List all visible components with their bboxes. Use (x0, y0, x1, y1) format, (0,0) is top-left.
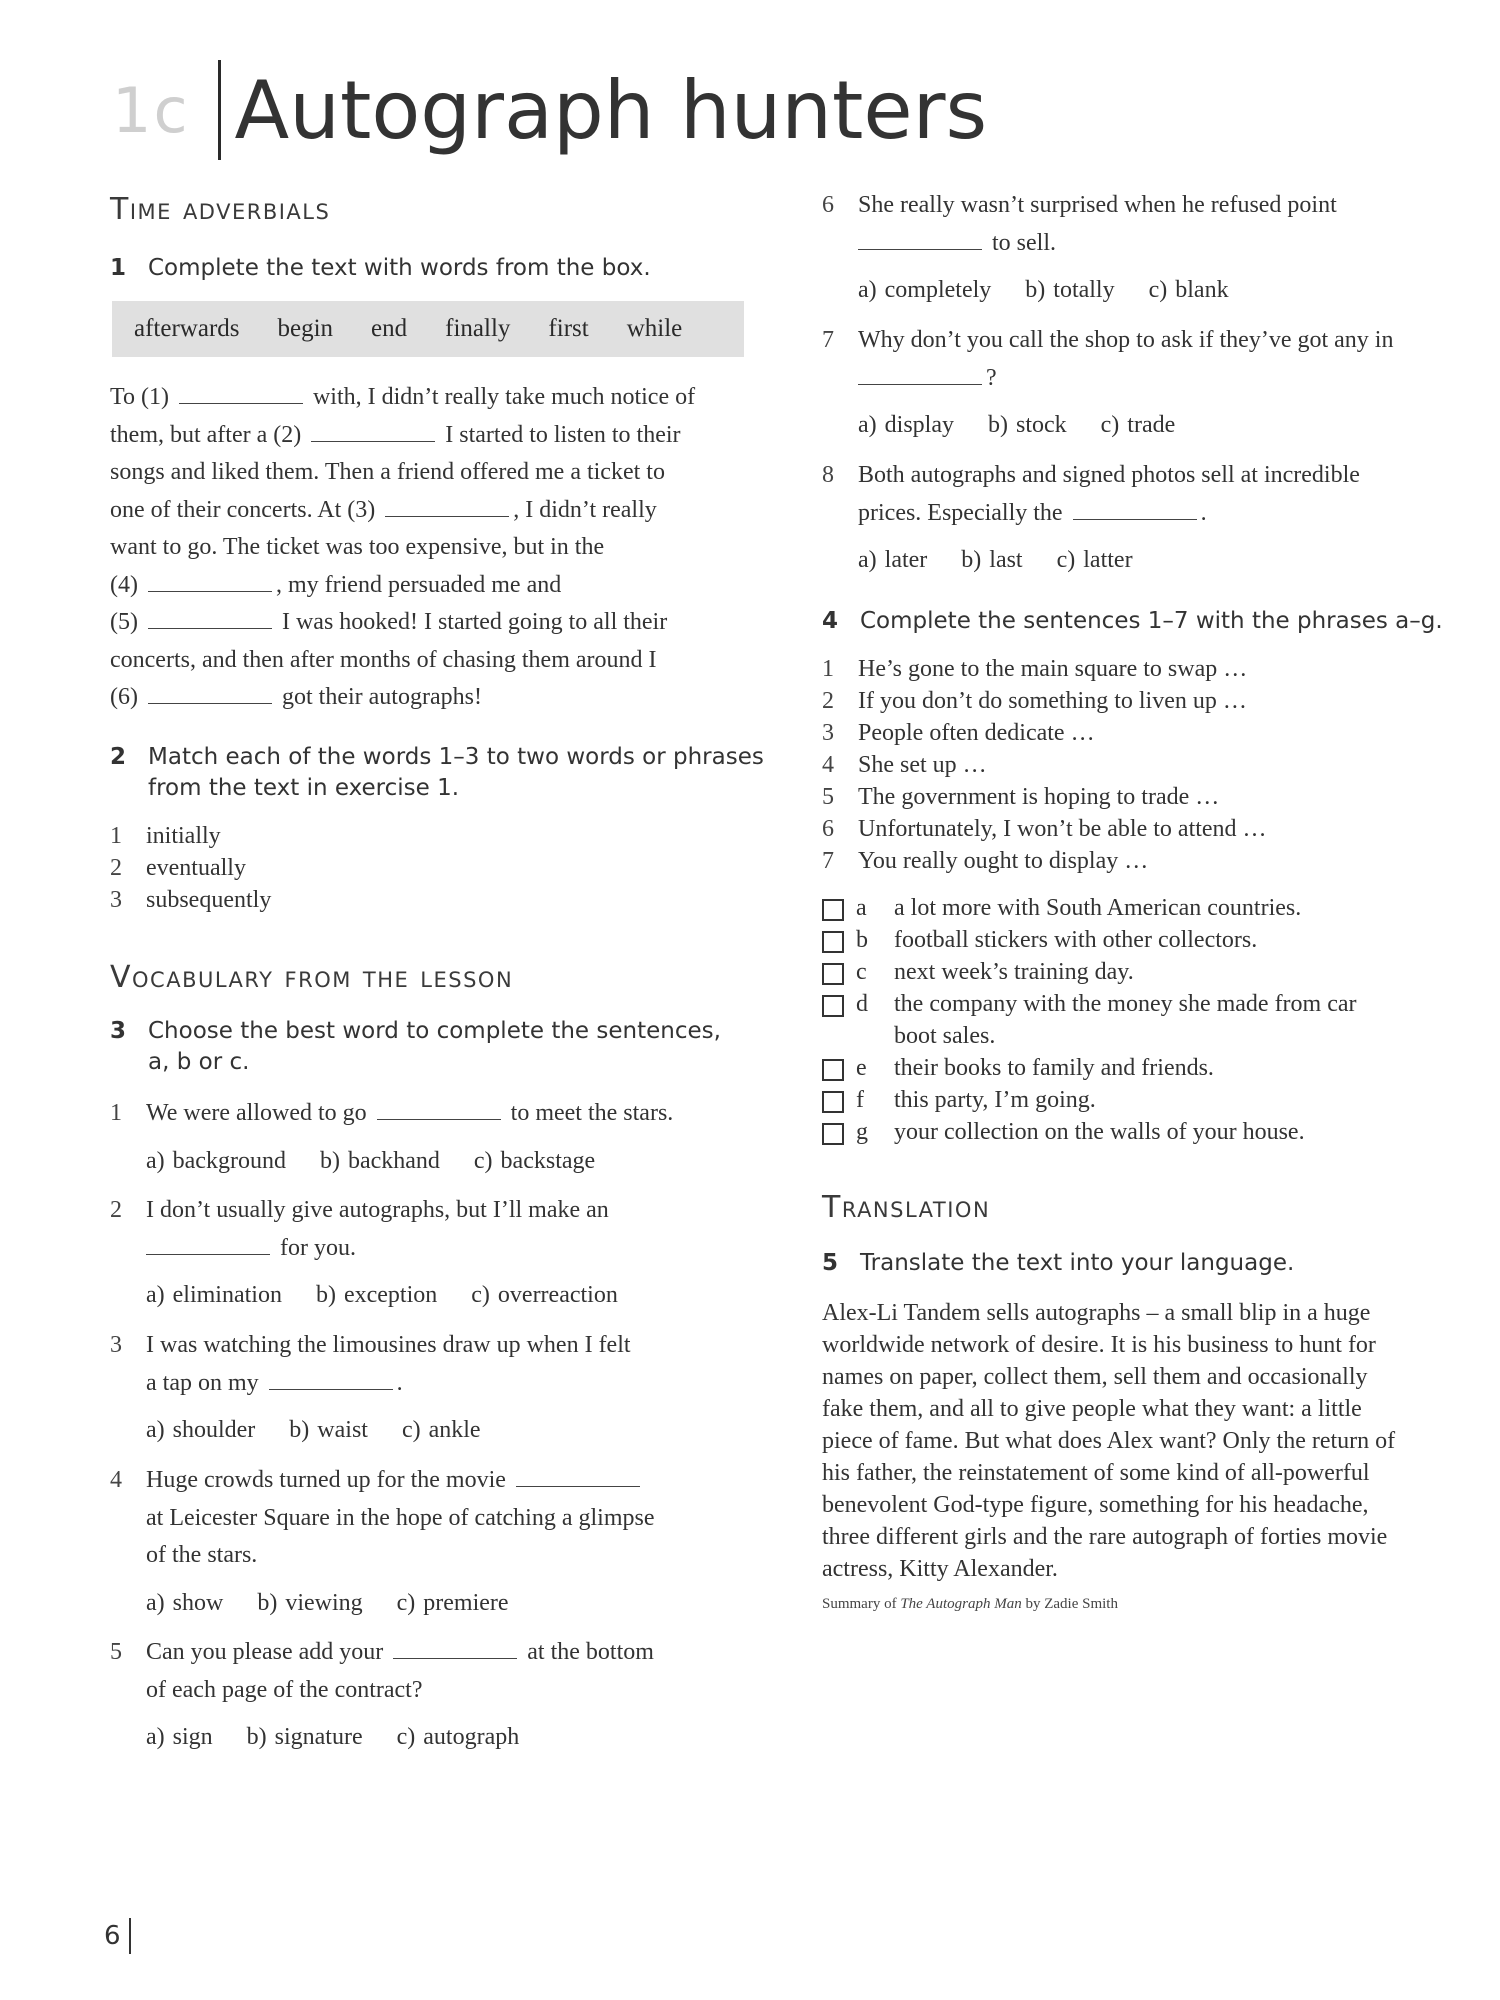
exercise-1-text (110, 379, 790, 717)
page-header (112, 60, 987, 160)
exercise-number: 1 (110, 255, 127, 281)
list-item: 4 She set up … (822, 751, 987, 778)
answer-blank[interactable] (858, 231, 982, 250)
word-box-item: first (548, 315, 589, 342)
options: a) background b) backhand c) backstage (146, 1147, 596, 1174)
section-vocabulary: Vocabulary from the lesson (110, 960, 514, 995)
list-item: 3 subsequently (110, 886, 272, 913)
options: a) display b) stock c) trade (858, 412, 1176, 438)
blank-3[interactable] (385, 498, 509, 517)
page-number: 6 (104, 1921, 121, 1951)
phrase-row: e their books to family and friends. (822, 1052, 1492, 1084)
list-item: 7 You really ought to display … (822, 847, 1149, 874)
exercise-number: 2 (110, 744, 127, 770)
exercise-3-instruction (110, 1016, 721, 1078)
options: a) show b) viewing c) premiere (146, 1589, 509, 1616)
checkbox[interactable] (822, 995, 844, 1017)
list-item: 5 The government is hoping to trade … (822, 783, 1220, 810)
checkbox[interactable] (822, 899, 844, 921)
word-box-item: while (626, 315, 683, 342)
phrase-row: b football stickers with other collectors. (822, 924, 1492, 956)
word-box-item: begin (277, 315, 334, 342)
answer-blank[interactable] (377, 1101, 501, 1120)
instruction-text: Translate the text into your language. (860, 1250, 1295, 1276)
text-line: (5) I was hooked! I started going to all their (110, 609, 668, 635)
question-8: 8 Both autographs and signed photos sell at incredible prices. Especially the . a) later b) last c) latter (822, 457, 1492, 580)
phrase-row: d the company with the money she made from car boot sales. (822, 988, 1492, 1052)
blank-5[interactable] (148, 610, 272, 629)
exercise-number: 4 (822, 608, 839, 634)
exercise-number: 5 (822, 1250, 839, 1276)
page-footer (104, 1918, 131, 1954)
instruction-text: Choose the best word to complete the sentences, (148, 1018, 721, 1044)
blank-6[interactable] (148, 685, 272, 704)
options: a) sign b) signature c) autograph (146, 1724, 520, 1750)
options: a) elimination b) exception c) overreaction (146, 1282, 618, 1308)
list-item: 1 He’s gone to the main square to swap … (822, 655, 1248, 682)
instruction-text: Complete the sentences 1–7 with the phrases a–g. (860, 608, 1443, 634)
exercise-number: 3 (110, 1018, 127, 1044)
section-translation: Translation (822, 1190, 991, 1225)
blank-2[interactable] (311, 423, 435, 442)
checkbox[interactable] (822, 1091, 844, 1113)
translation-text: Alex-Li Tandem sells autographs – a small blip in a huge worldwide network of desire. It is his business to hunt for names on paper, collect them, sell them and occasionally fake them, and all to give people what they want: a little piece of fame. But what does Alex want? Only the return of his father, the reinstatement of some kind of all-powerful benevolent God-type figure, something for his headache, three different girls and the rare autograph of forties movie actress, Kitty Alexander. (822, 1300, 1396, 1582)
exercise-2-list (110, 820, 271, 916)
phrase-row: c next week’s training day. (822, 956, 1492, 988)
phrase-row: a a lot more with South American countries. (822, 892, 1492, 924)
checkbox[interactable] (822, 1059, 844, 1081)
question-4: 4 Huge crowds turned up for the movie at Leicester Square in the hope of catching a glimpse of the stars. a) show b) viewing c) premiere (110, 1462, 790, 1622)
text-line: one of their concerts. At (3) , I didn’t really (110, 496, 657, 523)
checkbox[interactable] (822, 931, 844, 953)
question-6: 6 She really wasn’t surprised when he refused point to sell. a) completely b) totally c) blank (822, 187, 1492, 310)
section-time-adverbials: Time adverbials (110, 192, 331, 227)
exercise-4-sentences (822, 653, 1267, 877)
title-divider (218, 60, 221, 160)
checkbox[interactable] (822, 963, 844, 985)
answer-blank[interactable] (393, 1640, 517, 1659)
word-box-item: afterwards (134, 315, 240, 342)
blank-1[interactable] (179, 385, 303, 404)
source-caption: Summary of The Autograph Man by Zadie Smith (822, 1596, 1118, 1612)
text-line: (6) got their autographs! (110, 684, 482, 710)
phrase-row: f this party, I’m going. (822, 1084, 1492, 1116)
instruction-text: Match each of the words 1–3 to two words or phrases (148, 744, 764, 770)
options: a) shoulder b) waist c) ankle (146, 1417, 481, 1443)
instruction-text: a, b or c. (148, 1049, 250, 1075)
text-line: To (1) with, I didn’t really take much notice of (110, 384, 696, 410)
question-3: 3 I was watching the limousines draw up when I felt a tap on my . a) shoulder b) waist c) ankle (110, 1327, 790, 1450)
list-item: 2 eventually (110, 854, 246, 881)
answer-blank[interactable] (858, 366, 982, 385)
footer-divider (129, 1918, 131, 1954)
blank-4[interactable] (148, 573, 272, 592)
answer-blank[interactable] (146, 1236, 270, 1255)
question-2: 2 I don’t usually give autographs, but I’ll make an for you. a) elimination b) exception c) overreaction (110, 1192, 790, 1315)
text-line: want to go. The ticket was too expensive, but in the (110, 534, 605, 560)
page-title: Autograph hunters (234, 63, 988, 157)
list-item: 1 initially (110, 822, 221, 849)
answer-blank[interactable] (269, 1371, 393, 1390)
answer-blank[interactable] (1073, 501, 1197, 520)
answer-blank[interactable] (516, 1468, 640, 1487)
text-line: (4) , my friend persuaded me and (110, 571, 562, 598)
text-line: songs and liked them. Then a friend offered me a ticket to (110, 459, 665, 485)
word-box-item: end (371, 315, 408, 342)
exercise-1-instruction (110, 253, 651, 284)
text-line: concerts, and then after months of chasing them around I (110, 646, 657, 673)
text-line: them, but after a (2) I started to listen to their (110, 421, 681, 448)
list-item: 3 People often dedicate … (822, 719, 1095, 746)
question-7: 7 Why don’t you call the shop to ask if they’ve got any in ? a) display b) stock c) trade (822, 322, 1492, 445)
list-item: 2 If you don’t do something to liven up … (822, 687, 1247, 714)
unit-label: 1c (112, 73, 190, 147)
question-5: 5 Can you please add your at the bottom of each page of the contract? a) sign b) signature c) autograph (110, 1634, 790, 1757)
instruction-text: Complete the text with words from the box. (148, 255, 651, 281)
options: a) completely b) totally c) blank (858, 277, 1229, 303)
question-1: 1 We were allowed to go to meet the stars. a) background b) backhand c) backstage (110, 1095, 790, 1180)
exercise-2-instruction (110, 742, 764, 804)
exercise-5-instruction (822, 1248, 1294, 1279)
options: a) later b) last c) latter (858, 547, 1133, 573)
phrase-row: g your collection on the walls of your house. (822, 1116, 1492, 1148)
instruction-text: from the text in exercise 1. (148, 775, 460, 801)
word-box (112, 301, 744, 357)
word-box-item: finally (445, 315, 511, 342)
checkbox[interactable] (822, 1123, 844, 1145)
list-item: 6 Unfortunately, I won’t be able to attend … (822, 815, 1267, 842)
exercise-4-phrases (822, 892, 1492, 1148)
exercise-4-instruction (822, 606, 1443, 637)
